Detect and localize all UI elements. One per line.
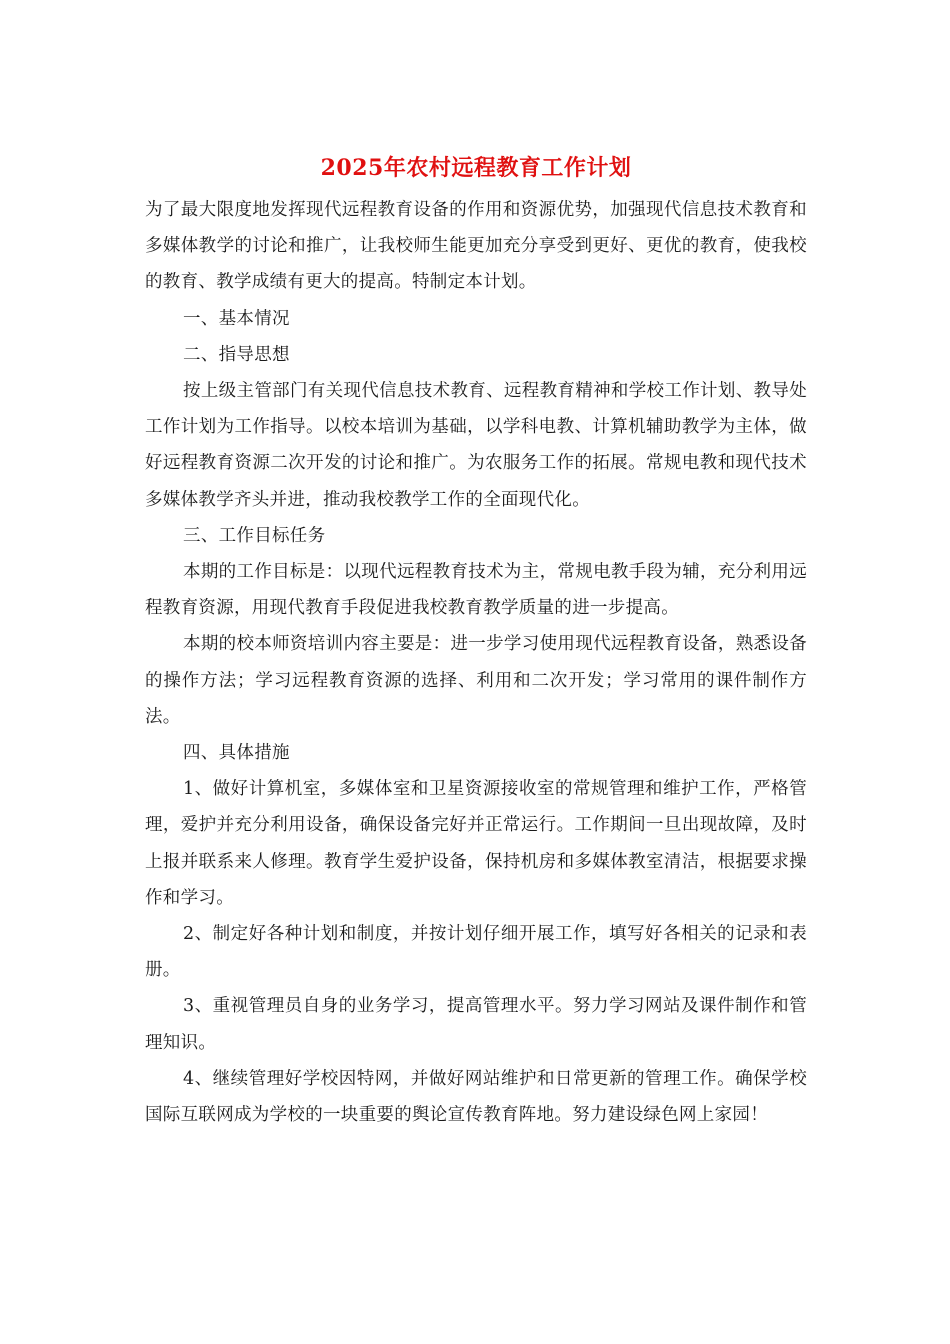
heading-specific-measures: 四、具体措施 [183, 743, 290, 764]
document-body [145, 192, 807, 1133]
heading-guiding-thought: 二、指导思想 [183, 344, 290, 365]
paragraph-measure-4: 4、继续管理好学校因特网，并做好网站维护和日常更新的管理工作。确保学校国际互联网成为学校的一块重要的舆论宣传教育阵地。努力建设绿色网上家园！ [145, 1068, 807, 1126]
paragraph-measure-2: 2、制定好各种计划和制度，并按计划仔细开展工作，填写好各相关的记录和表册。 [145, 924, 807, 981]
heading-work-goals: 三、工作目标任务 [183, 525, 326, 546]
paragraph-measure-1: 1、做好计算机室，多媒体室和卫星资源接收室的常规管理和维护工作，严格管理，爱护并充分利用设备，确保设备完好并正常运行。工作期间一旦出现故障，及时上报并联系来人修理。教育学生爱护设备，保持机房和多媒体教室清洁，根据要求操作和学习。 [145, 779, 807, 908]
document-page [145, 150, 807, 1133]
document-title: 2025年农村远程教育工作计划 [320, 155, 632, 181]
paragraph-intro: 为了最大限度地发挥现代远程教育设备的作用和资源优势，加强现代信息技术教育和多媒体教学的讨论和推广，让我校师生能更加充分享受到更好、更优的教育，使我校的教育、教学成绩有更大的提高。特制定本计划。 [145, 200, 807, 293]
paragraph-measure-3: 3、重视管理员自身的业务学习，提高管理水平。努力学习网站及课件制作和管理知识。 [145, 996, 807, 1053]
heading-basic-situation: 一、基本情况 [183, 308, 290, 329]
paragraph-work-goal: 本期的工作目标是：以现代远程教育技术为主，常规电教手段为辅，充分利用远程教育资源，用现代教育手段促进我校教育教学质量的进一步提高。 [145, 562, 807, 619]
paragraph-guiding-thought: 按上级主管部门有关现代信息技术教育、远程教育精神和学校工作计划、教导处工作计划为工作指导。以校本培训为基础，以学科电教、计算机辅助教学为主体，做好远程教育资源二次开发的讨论和推广。为农服务工作的拓展。常规电教和现代技术多媒体教学齐头并进，推动我校教学工作的全面现代化。 [145, 381, 807, 510]
paragraph-training-content: 本期的校本师资培训内容主要是：进一步学习使用现代远程教育设备，熟悉设备的操作方法；学习远程教育资源的选择、利用和二次开发；学习常用的课件制作方法。 [145, 634, 807, 727]
